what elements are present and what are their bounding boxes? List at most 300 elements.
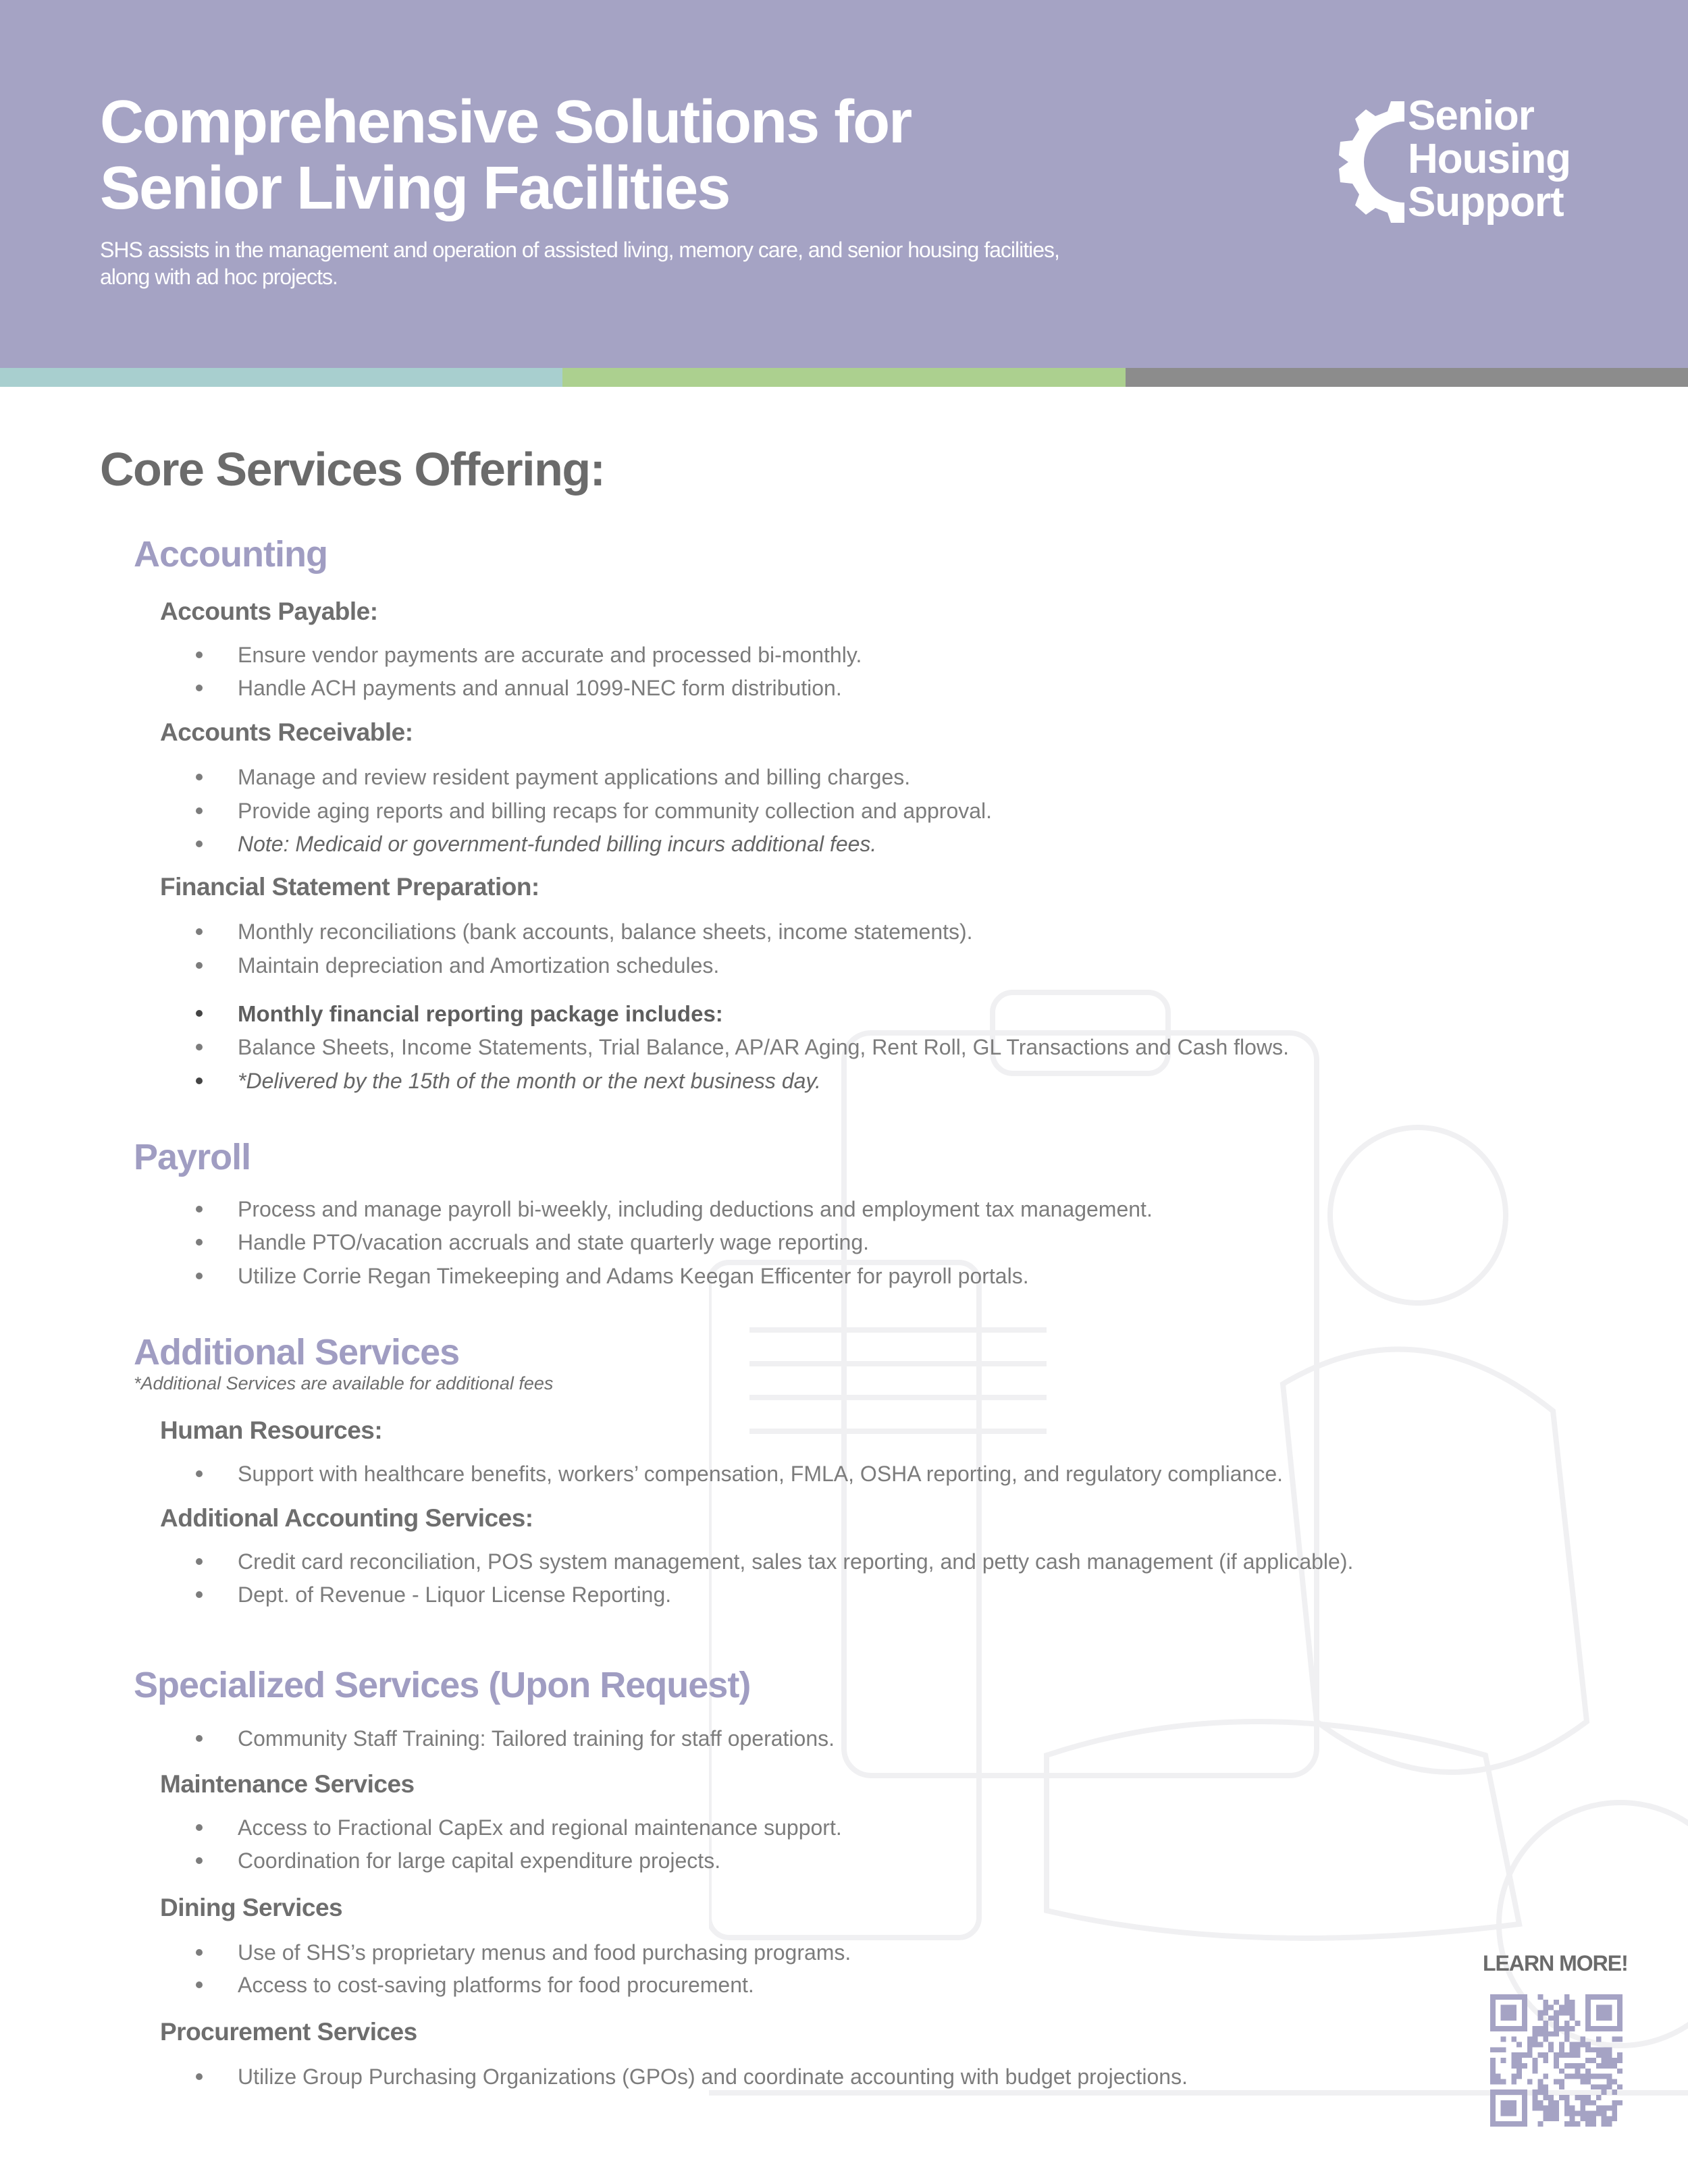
qr-module bbox=[1596, 2106, 1602, 2111]
qr-module bbox=[1606, 2084, 1612, 2089]
qr-module bbox=[1559, 2079, 1564, 2084]
qr-module bbox=[1554, 2058, 1559, 2063]
qr-module bbox=[1554, 2021, 1559, 2026]
qr-finder bbox=[1522, 1994, 1527, 2031]
qr-module bbox=[1570, 2116, 1575, 2121]
qr-module bbox=[1591, 2100, 1596, 2106]
qr-module bbox=[1570, 2005, 1575, 2010]
qr-module bbox=[1570, 2042, 1575, 2048]
qr-module bbox=[1548, 2047, 1554, 2052]
qr-module bbox=[1543, 2106, 1548, 2111]
qr-module bbox=[1602, 2058, 1607, 2063]
qr-module bbox=[1585, 2079, 1591, 2084]
qr-module bbox=[1570, 2052, 1575, 2058]
list-item: Manage and review resident payment applications and billing charges. bbox=[196, 760, 910, 794]
qr-module bbox=[1548, 2005, 1554, 2010]
qr-module bbox=[1575, 2110, 1580, 2116]
qr-module bbox=[1533, 2058, 1538, 2063]
qr-module bbox=[1580, 2037, 1585, 2042]
qr-module bbox=[1554, 2079, 1559, 2084]
qr-module bbox=[1606, 2116, 1612, 2121]
qr-finder bbox=[1490, 2026, 1527, 2031]
qr-module bbox=[1591, 2047, 1596, 2052]
qr-module bbox=[1585, 2110, 1591, 2116]
list-item: Support with healthcare benefits, workers’ compensation, FMLA, OSHA reporting, and regulatory compliance. bbox=[196, 1457, 1283, 1491]
stripe-green bbox=[562, 368, 1126, 387]
subheading-accounts-receivable: Accounts Receivable: bbox=[160, 718, 413, 746]
section-additional-services: Additional Services bbox=[134, 1332, 460, 1373]
qr-module bbox=[1575, 2063, 1580, 2069]
qr-module bbox=[1527, 2037, 1533, 2042]
qr-module bbox=[1591, 2074, 1596, 2079]
qr-module bbox=[1564, 2000, 1570, 2005]
qr-module bbox=[1543, 2037, 1548, 2042]
list-item: Monthly reconciliations (bank accounts, balance sheets, income statements). bbox=[196, 915, 973, 949]
subheading-accounts-payable: Accounts Payable: bbox=[160, 597, 378, 625]
qr-module bbox=[1496, 2074, 1501, 2079]
list-item: Dept. of Revenue - Liquor License Reporting. bbox=[196, 1578, 671, 1612]
qr-module bbox=[1548, 2106, 1554, 2111]
qr-module bbox=[1533, 2063, 1538, 2069]
qr-finder bbox=[1522, 2089, 1527, 2127]
qr-module bbox=[1538, 2079, 1544, 2084]
bullet-icon bbox=[196, 1470, 203, 1477]
qr-module bbox=[1617, 2052, 1623, 2058]
qr-module bbox=[1575, 2121, 1580, 2127]
qr-module bbox=[1538, 1994, 1544, 2000]
bullet-icon bbox=[196, 1273, 203, 1279]
qr-module bbox=[1533, 2042, 1538, 2048]
qr-module bbox=[1490, 2047, 1496, 2052]
qr-finder bbox=[1501, 2005, 1517, 2021]
logo-text-support: Support bbox=[1408, 179, 1564, 225]
qr-module bbox=[1606, 2052, 1612, 2058]
bullet-icon bbox=[196, 1857, 203, 1864]
qr-module bbox=[1596, 2063, 1602, 2069]
qr-finder bbox=[1490, 1994, 1496, 2031]
qr-module bbox=[1511, 2058, 1516, 2063]
qr-module bbox=[1554, 2026, 1559, 2031]
qr-module bbox=[1575, 2052, 1580, 2058]
qr-module bbox=[1538, 2010, 1544, 2016]
qr-module bbox=[1543, 2026, 1548, 2031]
list-item: Ensure vendor payments are accurate and processed bi-monthly. bbox=[196, 638, 862, 672]
bullet-icon bbox=[196, 774, 203, 780]
qr-module bbox=[1511, 2037, 1516, 2042]
list-item: Note: Medicaid or government-funded billing incurs additional fees. bbox=[196, 827, 876, 861]
logo-text-senior: Senior bbox=[1408, 92, 1534, 139]
qr-module bbox=[1516, 2069, 1522, 2074]
qr-module bbox=[1527, 2042, 1533, 2048]
qr-module bbox=[1533, 2069, 1538, 2074]
qr-module bbox=[1580, 2110, 1585, 2116]
bullet-icon bbox=[196, 1735, 203, 1742]
qr-module bbox=[1596, 2047, 1602, 2052]
qr-module bbox=[1612, 2100, 1617, 2106]
qr-module bbox=[1585, 2121, 1591, 2127]
qr-module bbox=[1602, 2047, 1607, 2052]
qr-module bbox=[1533, 2031, 1538, 2037]
qr-module bbox=[1575, 2095, 1580, 2100]
qr-module bbox=[1554, 2031, 1559, 2037]
qr-module bbox=[1543, 2010, 1548, 2016]
qr-module bbox=[1564, 2026, 1570, 2031]
qr-module bbox=[1596, 2110, 1602, 2116]
qr-module bbox=[1606, 2063, 1612, 2069]
list-item: Maintain depreciation and Amortization schedules. bbox=[196, 949, 719, 982]
qr-module bbox=[1580, 2116, 1585, 2121]
qr-module bbox=[1559, 2026, 1564, 2031]
qr-module bbox=[1602, 2052, 1607, 2058]
qr-module bbox=[1575, 2042, 1580, 2048]
qr-module bbox=[1580, 2095, 1585, 2100]
qr-module bbox=[1538, 2015, 1544, 2021]
page-subtitle: SHS assists in the management and operation of assisted living, memory care, and senior housing facilities, along with ad hoc projects. bbox=[100, 238, 1059, 289]
qr-module bbox=[1602, 2084, 1607, 2089]
qr-module bbox=[1548, 2100, 1554, 2106]
qr-module bbox=[1496, 2079, 1501, 2084]
qr-finder bbox=[1596, 2005, 1612, 2021]
qr-module bbox=[1564, 2052, 1570, 2058]
qr-module bbox=[1580, 2074, 1585, 2079]
qr-module bbox=[1533, 2026, 1538, 2031]
qr-module bbox=[1543, 2031, 1548, 2037]
qr-module bbox=[1490, 2069, 1496, 2074]
qr-module bbox=[1538, 2100, 1544, 2106]
subheading-maintenance: Maintenance Services bbox=[160, 1770, 415, 1798]
list-item: Balance Sheets, Income Statements, Trial Balance, AP/AR Aging, Rent Roll, GL Transactions and Cash flows. bbox=[196, 1030, 1289, 1064]
additional-services-note: *Additional Services are available for additional fees bbox=[134, 1373, 554, 1393]
subheading-human-resources: Human Resources: bbox=[160, 1416, 383, 1444]
qr-module bbox=[1570, 2110, 1575, 2116]
section-payroll: Payroll bbox=[134, 1137, 251, 1177]
qr-module bbox=[1585, 2042, 1591, 2048]
list-item: Provide aging reports and billing recaps for community collection and approval. bbox=[196, 794, 992, 828]
qr-module bbox=[1564, 2063, 1570, 2069]
logo-text-housing: Housing bbox=[1408, 136, 1571, 182]
qr-module bbox=[1543, 2116, 1548, 2121]
qr-module bbox=[1617, 2058, 1623, 2063]
section-specialized-services: Specialized Services (Upon Request) bbox=[134, 1665, 751, 1705]
list-item: Access to Fractional CapEx and regional maintenance support. bbox=[196, 1811, 842, 1844]
core-services-heading: Core Services Offering: bbox=[100, 443, 605, 496]
qr-module bbox=[1543, 2110, 1548, 2116]
qr-finder bbox=[1490, 2089, 1496, 2127]
qr-module bbox=[1533, 2095, 1538, 2100]
qr-module bbox=[1585, 2058, 1591, 2063]
qr-module bbox=[1538, 2031, 1544, 2037]
subheading-financial-statement: Financial Statement Preparation: bbox=[160, 873, 539, 901]
qr-module bbox=[1575, 2069, 1580, 2074]
qr-module bbox=[1533, 2037, 1538, 2042]
qr-module bbox=[1548, 2031, 1554, 2037]
qr-module bbox=[1602, 2089, 1607, 2095]
qr-module bbox=[1564, 2106, 1570, 2111]
bullet-icon bbox=[196, 685, 203, 691]
subheading-additional-accounting: Additional Accounting Services: bbox=[160, 1504, 533, 1532]
bullet-icon bbox=[196, 1206, 203, 1213]
qr-module bbox=[1602, 2116, 1607, 2121]
qr-module bbox=[1570, 2106, 1575, 2111]
qr-module bbox=[1516, 2074, 1522, 2079]
qr-module bbox=[1612, 2063, 1617, 2069]
qr-module bbox=[1596, 2074, 1602, 2079]
list-item: Utilize Group Purchasing Organizations (GPOs) and coordinate accounting with budget projections. bbox=[196, 2060, 1188, 2094]
qr-module bbox=[1570, 2026, 1575, 2031]
qr-module bbox=[1585, 2074, 1591, 2079]
list-item: Credit card reconciliation, POS system management, sales tax reporting, and petty cash management (if applicable). bbox=[196, 1545, 1353, 1578]
qr-module bbox=[1538, 2084, 1544, 2089]
qr-module bbox=[1516, 2052, 1522, 2058]
bullet-icon bbox=[196, 1981, 203, 1988]
bullet-icon bbox=[196, 1044, 203, 1050]
qr-module bbox=[1538, 2052, 1544, 2058]
list-item: Coordination for large capital expenditure projects. bbox=[196, 1844, 720, 1877]
qr-module bbox=[1548, 2110, 1554, 2116]
qr-module bbox=[1602, 2063, 1607, 2069]
qr-module bbox=[1543, 2089, 1548, 2095]
qr-module bbox=[1591, 2058, 1596, 2063]
qr-finder bbox=[1585, 2026, 1623, 2031]
section-accounting: Accounting bbox=[134, 534, 327, 575]
bullet-icon bbox=[196, 1077, 203, 1084]
qr-code[interactable] bbox=[1490, 1994, 1623, 2127]
qr-module bbox=[1527, 2079, 1533, 2084]
qr-module bbox=[1602, 2106, 1607, 2111]
list-item: Utilize Corrie Regan Timekeeping and Adams Keegan Efficenter for payroll portals. bbox=[196, 1259, 1029, 1293]
qr-module bbox=[1501, 2037, 1506, 2042]
qr-module bbox=[1527, 2047, 1533, 2052]
qr-module bbox=[1570, 2047, 1575, 2052]
qr-module bbox=[1501, 2058, 1506, 2063]
stripe-teal bbox=[0, 368, 562, 387]
qr-module bbox=[1575, 2074, 1580, 2079]
qr-module bbox=[1564, 2110, 1570, 2116]
qr-module bbox=[1606, 2074, 1612, 2079]
qr-module bbox=[1554, 2110, 1559, 2116]
qr-module bbox=[1606, 2058, 1612, 2063]
qr-module bbox=[1585, 2069, 1591, 2074]
qr-module bbox=[1596, 2084, 1602, 2089]
qr-module bbox=[1516, 2042, 1522, 2048]
title-line-2: Senior Living Facilities bbox=[100, 155, 730, 222]
qr-finder bbox=[1490, 2121, 1527, 2127]
qr-finder bbox=[1585, 1994, 1591, 2031]
qr-module bbox=[1543, 2074, 1548, 2079]
qr-module bbox=[1596, 2052, 1602, 2058]
qr-module bbox=[1591, 2084, 1596, 2089]
qr-module bbox=[1580, 2063, 1585, 2069]
qr-module bbox=[1559, 2052, 1564, 2058]
qr-module bbox=[1564, 2005, 1570, 2010]
qr-module bbox=[1501, 2079, 1506, 2084]
qr-finder bbox=[1501, 2100, 1517, 2116]
qr-module bbox=[1591, 2116, 1596, 2121]
qr-module bbox=[1564, 2037, 1570, 2042]
qr-module bbox=[1612, 2106, 1617, 2111]
qr-module bbox=[1554, 2052, 1559, 2058]
qr-module bbox=[1554, 2010, 1559, 2016]
qr-module bbox=[1559, 2084, 1564, 2089]
bullet-icon bbox=[196, 1824, 203, 1831]
qr-module bbox=[1490, 2058, 1496, 2063]
bullet-icon bbox=[196, 1558, 203, 1565]
qr-module bbox=[1606, 2047, 1612, 2052]
bullet-icon bbox=[196, 1239, 203, 1246]
qr-module bbox=[1612, 2079, 1617, 2084]
qr-module bbox=[1543, 2095, 1548, 2100]
list-item: Community Staff Training: Tailored training for staff operations. bbox=[196, 1722, 835, 1755]
list-item: Handle PTO/vacation accruals and state quarterly wage reporting. bbox=[196, 1225, 869, 1259]
qr-module bbox=[1559, 2047, 1564, 2052]
qr-module bbox=[1548, 2116, 1554, 2121]
list-item: Process and manage payroll bi-weekly, including deductions and employment tax management. bbox=[196, 1192, 1153, 1226]
qr-module bbox=[1533, 2106, 1538, 2111]
subheading-dining: Dining Services bbox=[160, 1894, 343, 1921]
bullet-icon bbox=[196, 962, 203, 969]
qr-module bbox=[1543, 2021, 1548, 2026]
bullet-icon bbox=[196, 2073, 203, 2080]
qr-module bbox=[1612, 2037, 1617, 2042]
qr-module bbox=[1612, 2110, 1617, 2116]
qr-module bbox=[1490, 2063, 1496, 2069]
bullet-icon bbox=[196, 1010, 203, 1017]
gear-icon bbox=[1334, 95, 1408, 230]
qr-module bbox=[1570, 2063, 1575, 2069]
qr-module bbox=[1522, 2063, 1527, 2069]
qr-module bbox=[1543, 2058, 1548, 2063]
qr-module bbox=[1585, 2116, 1591, 2121]
qr-module bbox=[1559, 2095, 1564, 2100]
qr-module bbox=[1602, 2074, 1607, 2079]
qr-module bbox=[1606, 2106, 1612, 2111]
qr-module bbox=[1580, 2106, 1585, 2111]
qr-module bbox=[1570, 2000, 1575, 2005]
qr-module bbox=[1538, 2121, 1544, 2127]
subheading-procurement: Procurement Services bbox=[160, 2018, 417, 2046]
qr-module bbox=[1585, 2100, 1591, 2106]
qr-module bbox=[1602, 2110, 1607, 2116]
page-title bbox=[100, 89, 911, 221]
qr-module bbox=[1564, 2095, 1570, 2100]
qr-module bbox=[1527, 2052, 1533, 2058]
qr-module bbox=[1490, 2074, 1496, 2079]
title-line-1: Comprehensive Solutions for bbox=[100, 88, 912, 156]
qr-finder bbox=[1617, 1994, 1623, 2031]
list-item: Use of SHS’s proprietary menus and food purchasing programs. bbox=[196, 1936, 851, 1969]
qr-module bbox=[1564, 2074, 1570, 2079]
qr-module bbox=[1606, 2121, 1612, 2127]
qr-module bbox=[1564, 2031, 1570, 2037]
qr-module bbox=[1496, 2047, 1501, 2052]
bullet-icon bbox=[196, 928, 203, 935]
qr-module bbox=[1511, 2052, 1516, 2058]
qr-module bbox=[1548, 2015, 1554, 2021]
qr-module bbox=[1596, 2037, 1602, 2042]
qr-module bbox=[1612, 2116, 1617, 2121]
qr-module bbox=[1564, 2021, 1570, 2026]
qr-module bbox=[1543, 2084, 1548, 2089]
list-item: Monthly financial reporting package includes: bbox=[196, 997, 723, 1031]
qr-module bbox=[1548, 2095, 1554, 2100]
bullet-icon bbox=[196, 807, 203, 814]
qr-module bbox=[1533, 2100, 1538, 2106]
qr-module bbox=[1516, 2063, 1522, 2069]
qr-module bbox=[1548, 2042, 1554, 2048]
qr-module bbox=[1570, 2121, 1575, 2127]
bullet-icon bbox=[196, 651, 203, 658]
qr-module bbox=[1585, 2095, 1591, 2100]
qr-module bbox=[1501, 2047, 1506, 2052]
qr-module bbox=[1580, 2042, 1585, 2048]
qr-module bbox=[1564, 2100, 1570, 2106]
qr-module bbox=[1511, 2063, 1516, 2069]
bullet-icon bbox=[196, 1591, 203, 1598]
qr-module bbox=[1575, 2021, 1580, 2026]
qr-module bbox=[1591, 2110, 1596, 2116]
qr-module bbox=[1580, 2079, 1585, 2084]
qr-module bbox=[1511, 2079, 1516, 2084]
qr-module bbox=[1490, 2079, 1496, 2084]
qr-module bbox=[1559, 2005, 1564, 2010]
qr-module bbox=[1511, 2074, 1516, 2079]
qr-module bbox=[1543, 2005, 1548, 2010]
stripe-gray bbox=[1126, 368, 1688, 387]
bullet-icon bbox=[196, 1949, 203, 1956]
qr-module bbox=[1559, 2042, 1564, 2048]
qr-module bbox=[1533, 2089, 1538, 2095]
qr-module bbox=[1596, 2095, 1602, 2100]
qr-module bbox=[1522, 2052, 1527, 2058]
qr-module bbox=[1559, 2069, 1564, 2074]
qr-module bbox=[1580, 2100, 1585, 2106]
qr-module bbox=[1554, 2000, 1559, 2005]
qr-module bbox=[1538, 2026, 1544, 2031]
logo bbox=[1334, 92, 1604, 230]
qr-module bbox=[1559, 2010, 1564, 2016]
qr-module bbox=[1606, 2079, 1612, 2084]
qr-module bbox=[1617, 2084, 1623, 2089]
qr-finder bbox=[1585, 1994, 1623, 2000]
qr-module bbox=[1538, 2042, 1544, 2048]
qr-module bbox=[1617, 2100, 1623, 2106]
qr-module bbox=[1543, 2052, 1548, 2058]
qr-module bbox=[1564, 1994, 1570, 2000]
list-item: Handle ACH payments and annual 1099-NEC form distribution. bbox=[196, 671, 842, 705]
qr-module bbox=[1516, 2058, 1522, 2063]
qr-module bbox=[1554, 2100, 1559, 2106]
qr-module bbox=[1554, 2116, 1559, 2121]
qr-module bbox=[1554, 2063, 1559, 2069]
qr-module bbox=[1570, 2015, 1575, 2021]
learn-more-label: LEARN MORE! bbox=[1483, 1951, 1628, 1975]
qr-module bbox=[1554, 2106, 1559, 2111]
qr-module bbox=[1538, 2089, 1544, 2095]
qr-module bbox=[1602, 2121, 1607, 2127]
qr-module bbox=[1612, 2058, 1617, 2063]
qr-module bbox=[1585, 2047, 1591, 2052]
qr-module bbox=[1564, 2121, 1570, 2127]
qr-module bbox=[1543, 2000, 1548, 2005]
qr-module bbox=[1591, 2121, 1596, 2127]
qr-finder bbox=[1490, 1994, 1527, 2000]
list-item: Access to cost-saving platforms for food procurement. bbox=[196, 1968, 754, 2002]
qr-module bbox=[1570, 2010, 1575, 2016]
qr-finder bbox=[1490, 2089, 1527, 2095]
qr-module bbox=[1617, 2069, 1623, 2074]
qr-module bbox=[1612, 2089, 1617, 2095]
list-item: *Delivered by the 15th of the month or the next business day. bbox=[196, 1064, 821, 1098]
